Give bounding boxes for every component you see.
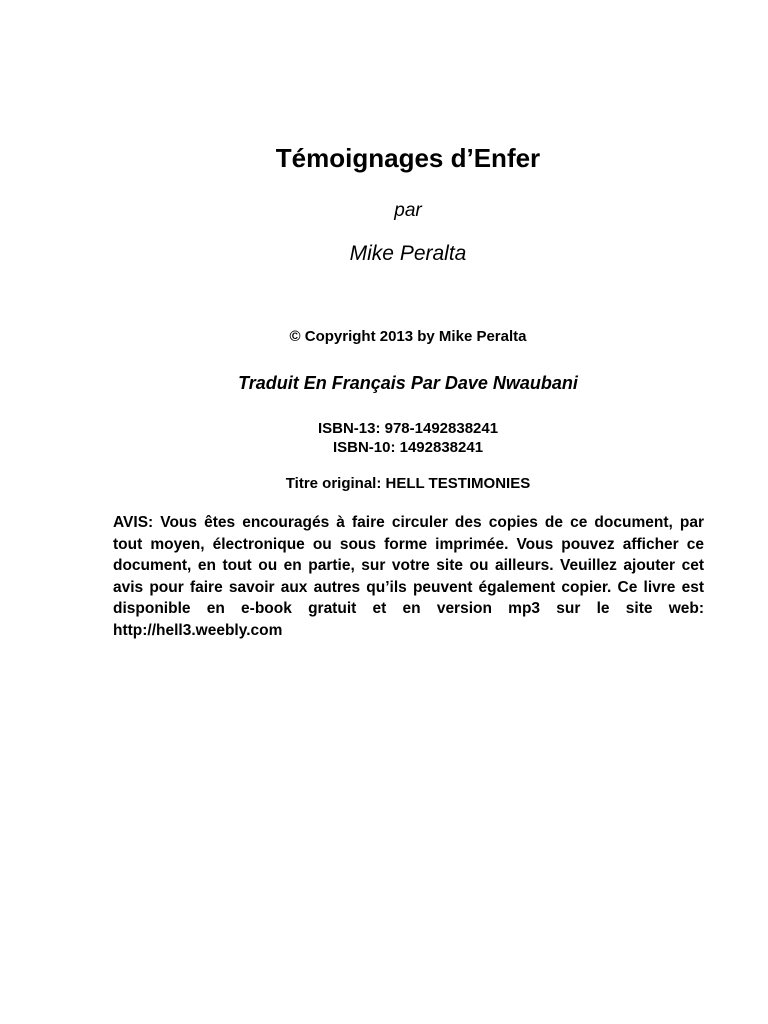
notice-paragraph: AVIS: Vous êtes encouragés à faire circuler des copies de ce document, par tout moyen, électronique ou sous forme imprimée. Vous pouvez afficher ce document, en tout ou en partie, sur votre site ou ailleurs. Veuillez ajouter cet avis pour faire savoir aux autres qu’ils peuvent également copier. Ce livre est disponible en e-book gratuit et en version mp3 sur le site web: http://hell3.weebly.com — [113, 514, 704, 639]
original-title: Titre original: HELL TESTIMONIES — [285, 475, 531, 492]
byline-par: par — [394, 200, 422, 221]
author-name: Mike Peralta — [349, 242, 467, 265]
book-title: Témoignages d’Enfer — [275, 143, 541, 173]
translator-line: Traduit En Français Par Dave Nwaubani — [238, 373, 578, 393]
isbn-10: ISBN-10: 1492838241 — [332, 439, 484, 456]
isbn-13: ISBN-13: 978-1492838241 — [317, 420, 499, 437]
copyright-line: © Copyright 2013 by Mike Peralta — [289, 328, 527, 345]
